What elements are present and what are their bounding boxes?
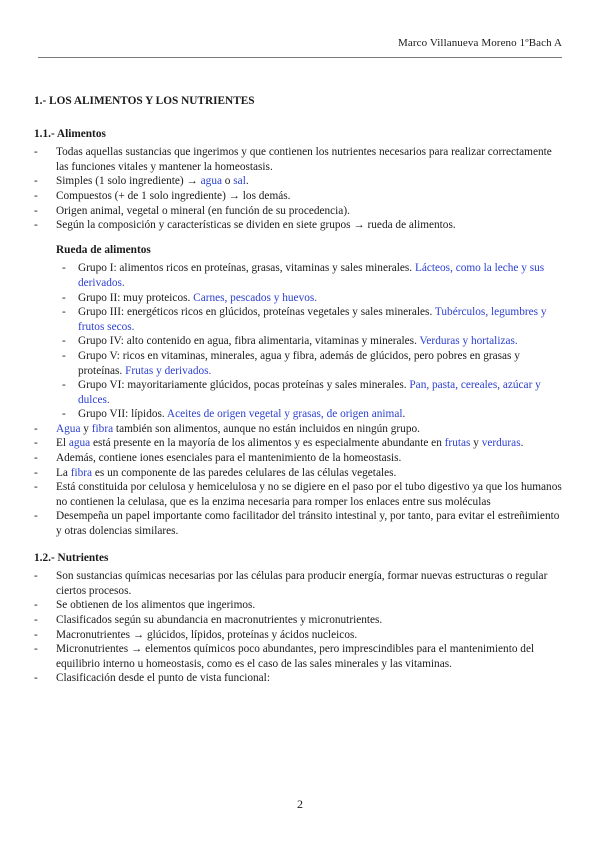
list-item: - Clasificación desde el punto de vista funcional: (34, 671, 564, 686)
group-item: - Grupo III: energéticos ricos en glúcidos, proteínas vegetales y sales minerales. Tubérculos, legumbres y frutos secos. (56, 305, 564, 334)
header-rule (38, 57, 562, 58)
group-item: - Grupo IV: alto contenido en agua, fibra alimentaria, vitaminas y minerales. Verduras y hortalizas. (56, 334, 564, 349)
list-item: - El agua está presente en la mayoría de los alimentos y es especialmente abundante en frutas y verduras. (34, 436, 564, 451)
list-item: - Micronutrientes → elementos químicos poco abundantes, pero imprescindibles para el mantenimiento del equilibrio interno u homeostasis, como es el caso de las sales minerales y las vitaminas. (34, 642, 564, 671)
rueda-subheading: Rueda de alimentos (56, 243, 151, 256)
group-example: Frutas y derivados. (125, 364, 212, 377)
list-item: - Según la composición y características se dividen en siete grupos → rueda de alimentos. (34, 218, 564, 233)
document-header: Marco Villanueva Moreno 1ºBach A (398, 37, 562, 49)
subsection-title-alimentos: 1.1.- Alimentos (34, 127, 106, 140)
list-item: - Macronutrientes → glúcidos, lípidos, proteínas y ácidos nucleicos. (34, 628, 564, 643)
list-item: - Origen animal, vegetal o mineral (en función de su procedencia). (34, 204, 564, 219)
group-item: - Grupo I: alimentos ricos en proteínas, grasas, vitaminas y sales minerales. Lácteos, como la leche y sus derivados. (56, 261, 564, 290)
highlight-fibra: fibra (91, 422, 114, 435)
agua-fibra-list (34, 422, 564, 539)
group-example: Lácteos, como la leche y sus derivados. (78, 262, 545, 289)
document-body (34, 94, 564, 686)
section-title: 1.- LOS ALIMENTOS Y LOS NUTRIENTES (34, 95, 255, 107)
list-item: - Se obtienen de los alimentos que ingerimos. (34, 598, 564, 613)
highlight-fibra: fibra (70, 466, 93, 479)
highlight-frutas: frutas (444, 437, 471, 450)
alimentos-list (34, 145, 564, 233)
highlight-agua: agua (68, 437, 91, 450)
list-item: - Agua y fibra también son alimentos, aunque no están incluidos en ningún grupo. (34, 422, 564, 437)
group-item: - Grupo VII: lípidos. Aceites de origen vegetal y grasas, de origen animal. (56, 407, 564, 422)
group-item: - Grupo V: ricos en vitaminas, minerales, agua y fibra, además de glúcidos, pero pobres en grasas y proteínas. Frutas y derivados. (56, 349, 564, 378)
highlight-agua: agua (200, 175, 222, 188)
group-item: - Grupo II: muy proteicos. Carnes, pescados y huevos. (56, 291, 564, 306)
page-number: 2 (297, 797, 303, 811)
rueda-list (56, 261, 564, 422)
list-item: - Desempeña un papel importante como facilitador del tránsito intestinal y, por tanto, para evitar el estreñimiento y otras dolencias similares. (34, 509, 564, 538)
list-item: - Compuestos (+ de 1 solo ingrediente) → los demás. (34, 189, 564, 204)
list-item: - Además, contiene iones esenciales para el mantenimiento de la homeostasis. (34, 451, 564, 466)
group-example: Tubérculos, legumbres y frutos secos. (78, 306, 547, 333)
highlight-agua: Agua (56, 422, 81, 435)
list-item: - Clasificados según su abundancia en macronutrientes y micronutrientes. (34, 613, 564, 628)
nutrientes-list (34, 569, 564, 686)
highlight-sal: sal (233, 175, 246, 188)
list-item: - La fibra es un componente de las paredes celulares de las células vegetales. (34, 466, 564, 481)
group-example: Verduras y hortalizas. (419, 335, 518, 348)
group-example: Aceites de origen vegetal y grasas, de origen animal (166, 408, 403, 421)
list-item: - Está constituida por celulosa y hemicelulosa y no se digiere en el paso por el tubo digestivo ya que los humanos no contienen la celulasa, que es la enzima necesaria para romper los enlaces entre sus moléculas (34, 480, 564, 509)
list-item: - Todas aquellas sustancias que ingerimos y que contienen los nutrientes necesarios para realizar correctamente las funciones vitales y mantener la homeostasis. (34, 145, 564, 174)
list-item: - Simples (1 solo ingrediente) → agua o sal. (34, 174, 564, 189)
group-example: Carnes, pescados y huevos. (193, 291, 318, 304)
list-item: - Son sustancias químicas necesarias por las células para producir energía, formar nuevas estructuras o regular ciertos procesos. (34, 569, 564, 598)
group-example: Pan, pasta, cereales, azúcar y dulces. (78, 379, 541, 406)
highlight-verduras: verduras (481, 437, 521, 450)
subsection-title-nutrientes: 1.2.- Nutrientes (34, 551, 109, 564)
group-item: - Grupo VI: mayoritariamente glúcidos, pocas proteínas y sales minerales. Pan, pasta, cereales, azúcar y dulces. (56, 378, 564, 407)
